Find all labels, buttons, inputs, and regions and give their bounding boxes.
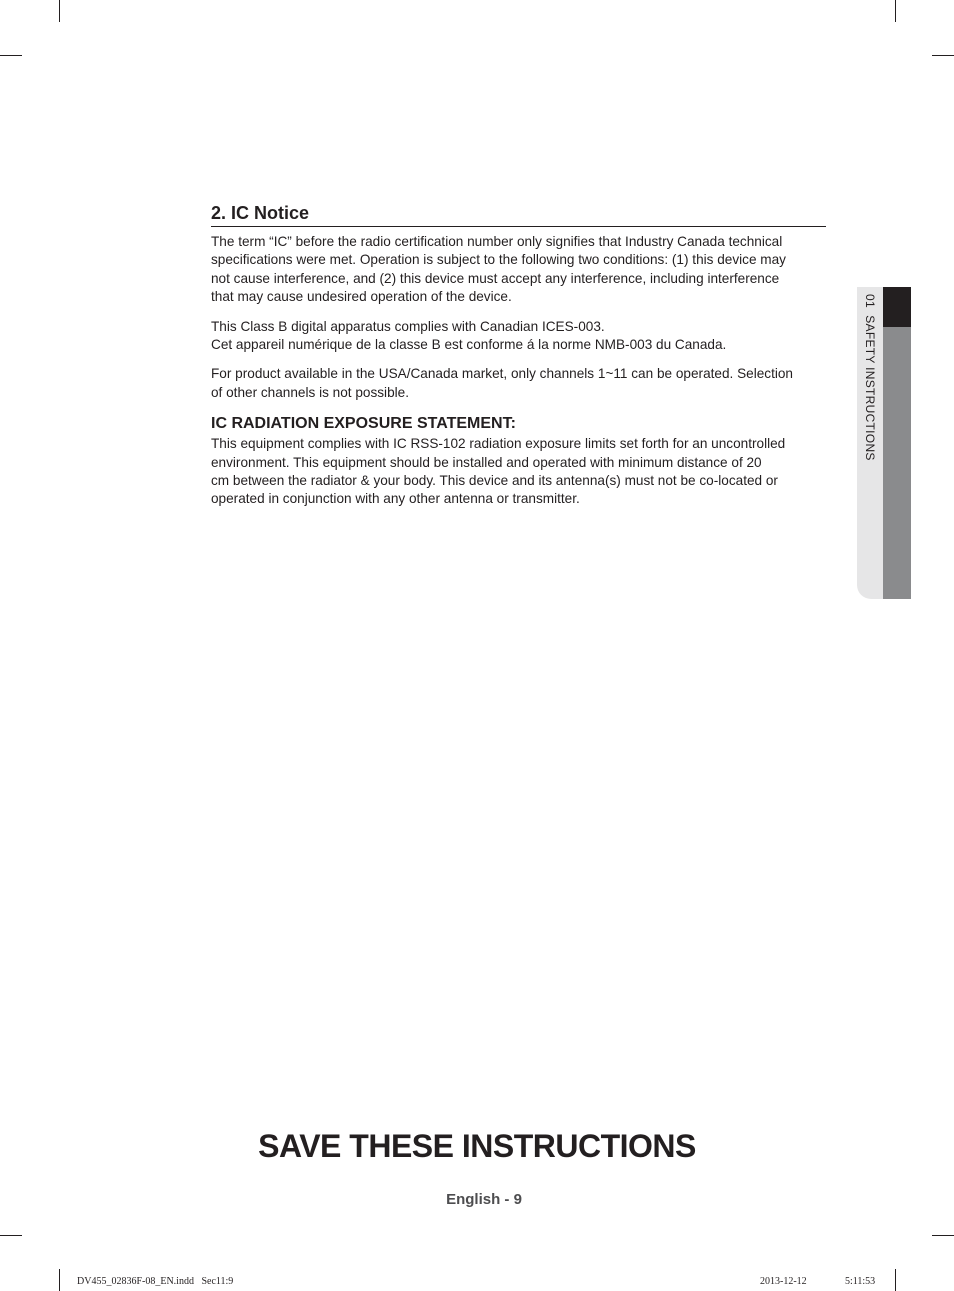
crop-mark	[59, 1269, 60, 1291]
slug-time: 5:11:53	[845, 1276, 876, 1287]
slug-file: DV455_02836F-08_EN.indd Sec11:9	[77, 1276, 234, 1287]
text-line: This Class B digital apparatus complies with Canadian ICES-003.	[211, 318, 605, 334]
text-line: Cet appareil numérique de la classe B est conforme á la norme NMB-003 du Canada.	[211, 337, 727, 353]
text-line: For product available in the USA/Canada market, only channels 1~11 can be operated. Selection	[211, 366, 793, 382]
text-line: not cause interference, and (2) this device must accept any interference, including interference	[211, 270, 780, 286]
ic-notice-section	[211, 201, 826, 509]
crop-mark	[59, 0, 60, 22]
text-line: operated in conjunction with any other antenna or transmitter.	[211, 491, 580, 507]
side-tab-bar	[883, 287, 911, 599]
crop-mark	[895, 1269, 896, 1291]
side-tab-marker	[883, 287, 911, 327]
crop-mark	[0, 55, 22, 56]
page-number: English - 9	[446, 1191, 522, 1208]
radiation-statement-heading: IC RADIATION EXPOSURE STATEMENT:	[211, 415, 516, 433]
crop-mark	[932, 55, 954, 56]
crop-mark	[895, 0, 896, 22]
text-line: This equipment complies with IC RSS-102 radiation exposure limits set forth for an uncontrolled	[211, 436, 786, 452]
channels-paragraph	[211, 365, 826, 402]
section-title: 2. IC Notice	[211, 201, 826, 227]
crop-mark	[0, 1235, 22, 1236]
ic-conditions-paragraph	[211, 233, 826, 307]
save-instructions-title: SAVE THESE INSTRUCTIONS	[258, 1128, 696, 1164]
radiation-statement-paragraph	[211, 435, 826, 509]
side-tab-label: 01 SAFETY INSTRUCTIONS	[863, 294, 877, 461]
class-b-paragraph	[211, 318, 826, 355]
text-line: specifications were met. Operation is subject to the following two conditions: (1) this device may	[211, 252, 786, 268]
text-line: The term “IC” before the radio certification number only signifies that Industry Canada technical	[211, 234, 783, 249]
crop-mark	[932, 1235, 954, 1236]
text-line: of other channels is not possible.	[211, 384, 409, 400]
text-line: cm between the radiator & your body. This device and its antenna(s) must not be co-located or	[211, 473, 778, 489]
text-line: environment. This equipment should be installed and operated with minimum distance of 20	[211, 454, 762, 470]
text-line: that may cause undesired operation of the device.	[211, 289, 512, 305]
slug-date: 2013-12-12	[760, 1276, 807, 1287]
